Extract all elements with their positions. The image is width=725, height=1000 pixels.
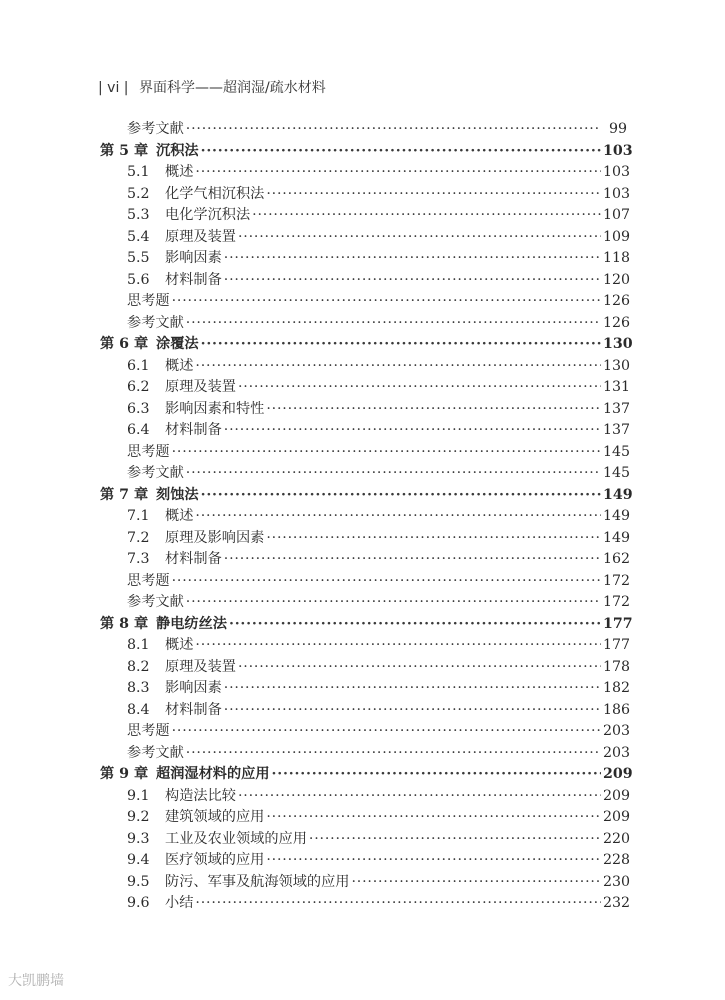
toc-section-entry[interactable] [0,657,631,679]
toc-entry-page-number: 228 [603,852,631,868]
toc-entry-number: 第 7 章 [100,486,149,503]
dot-leader [238,227,601,249]
toc-section-entry[interactable] [0,700,631,722]
toc-entry-title: 原理及装置 [165,228,236,245]
toc-entry-page-number: 131 [603,379,631,395]
dot-leader [186,119,601,141]
toc-entry-number: 5.6 [127,271,150,288]
toc-entry-title: 原理及装置 [165,379,236,395]
toc-entry-page-number: 172 [603,572,631,589]
toc-entry-title: 构造法比较 [165,787,236,804]
toc-entry-title: 思考题 [127,443,170,460]
toc-entry-title: 概述 [165,357,194,374]
toc-chapter-entry[interactable] [0,614,633,636]
toc-entry-title: 参考文献 [127,465,184,481]
toc-section-entry[interactable] [0,205,631,227]
dot-leader [309,829,601,851]
toc-entry-title: 化学气相沉积法 [165,185,265,202]
dot-leader [186,463,601,485]
toc-entry-title: 工业及农业领域的应用 [165,830,307,847]
toc-entry[interactable] [0,442,631,464]
dot-leader [266,850,601,872]
toc-entry-title: 材料制备 [165,701,222,718]
toc-section-entry[interactable] [0,850,631,872]
dot-leader [172,291,601,313]
dot-leader [266,184,601,206]
toc-entry-title: 静电纺丝法 [156,615,227,632]
toc-entry[interactable] [0,721,631,743]
toc-entry-number: 7.2 [127,529,150,546]
toc-entry-number: 7.1 [127,508,150,524]
toc-entry-page-number: 220 [603,830,631,847]
toc-entry[interactable] [0,592,631,614]
toc-entry-page-number: 209 [603,787,631,804]
toc-entry-page-number: 109 [603,228,631,245]
toc-section-entry[interactable] [0,356,631,378]
toc-entry-title: 医疗领域的应用 [165,852,265,868]
toc-entry-title: 影响因素和特性 [165,400,265,417]
toc-entry-title: 防污、军事及航海领域的应用 [165,873,350,890]
toc-entry-page-number: 203 [603,744,631,761]
toc-entry-title: 沉积法 [156,142,199,159]
toc-entry-number: 6.2 [127,379,150,395]
toc-entry-number: 5.5 [127,250,150,266]
toc-chapter-entry[interactable] [0,764,633,786]
toc-entry[interactable] [0,571,631,593]
toc-entry-page-number: 162 [603,551,631,567]
dot-leader [186,313,601,335]
toc-section-entry[interactable] [0,872,631,894]
toc-entry-number: 5.2 [127,185,150,202]
dot-leader [272,764,601,786]
toc-entry-page-number: 130 [603,336,633,352]
header-page-number-text: vi [107,80,120,96]
toc-entry-title: 概述 [165,637,194,653]
toc-entry-page-number: 118 [603,250,631,266]
dot-leader [186,592,601,614]
watermark: 大凯鹏墙 [8,973,64,989]
toc-entry-page-number: 126 [603,314,631,331]
toc-entry-page-number: 209 [603,809,631,825]
dot-leader [195,162,601,184]
toc-entry-page-number: 177 [603,615,633,632]
toc-entry-title: 参考文献 [127,314,184,331]
toc-entry-title: 概述 [165,508,194,524]
dot-leader [266,807,601,829]
toc-entry-page-number: 137 [603,422,631,438]
toc-entry-title: 原理及影响因素 [165,529,265,546]
toc-entry-number: 8.3 [127,680,150,696]
header-page-number: | vi | [98,80,129,96]
toc-entry-page-number: 145 [603,443,631,460]
toc-entry-page-number: 232 [603,895,631,911]
toc-section-entry[interactable] [0,227,631,249]
toc-section-entry[interactable] [0,893,631,915]
toc-entry-title: 材料制备 [165,271,222,288]
toc-chapter-entry[interactable] [0,141,633,163]
toc-section-entry[interactable] [0,506,631,528]
toc-entry-number: 9.2 [127,809,150,825]
toc-section-entry[interactable] [0,270,631,292]
toc-entry-number: 第 6 章 [100,336,149,352]
toc-entry-number: 5.3 [127,207,150,223]
toc-entry-page-number: 203 [603,723,631,739]
toc-chapter-entry[interactable] [0,485,633,507]
toc-entry-page-number: 149 [603,486,633,503]
toc-entry-number: 9.6 [127,895,150,911]
toc-entry-page-number: 186 [603,701,631,718]
dot-leader [229,614,601,636]
toc-entry-page-number: 149 [603,529,631,546]
toc-entry-page-number: 103 [603,142,633,159]
toc-entry-number: 7.3 [127,551,150,567]
dot-leader [172,571,601,593]
toc-entry-page-number: 103 [603,164,631,180]
toc-entry-title: 思考题 [127,723,170,739]
toc-entry-number: 8.1 [127,637,150,653]
toc-entry-number: 8.2 [127,658,150,675]
toc-entry-page-number: 130 [603,357,631,374]
toc-section-entry[interactable] [0,807,631,829]
toc-entry-number: 第 9 章 [100,766,149,782]
toc-section-entry[interactable] [0,829,631,851]
dot-leader [172,442,601,464]
dot-leader [224,270,601,292]
dot-leader [201,334,601,356]
toc-chapter-entry[interactable] [0,334,633,356]
toc-entry-title: 影响因素 [165,250,222,266]
toc-entry-page-number: 107 [603,207,631,223]
toc-section-entry[interactable] [0,528,631,550]
toc-entry-page-number: 209 [603,766,633,782]
toc-entry-page-number: 99 [608,121,627,137]
dot-leader [195,506,601,528]
toc-entry-page-number: 103 [603,185,631,202]
toc-section-entry[interactable] [0,420,631,442]
toc-entry-number: 6.3 [127,400,150,417]
dot-leader [195,635,601,657]
dot-leader [238,657,601,679]
toc-section-entry[interactable] [0,377,631,399]
header-book-title: 界面科学——超润湿/疏水材料 [138,80,326,96]
toc-section-entry[interactable] [0,248,631,270]
toc-entry-number: 9.3 [127,830,150,847]
toc-entry-title: 小结 [165,895,194,911]
toc-entry[interactable] [0,313,631,335]
toc-entry-number: 9.4 [127,852,150,868]
toc-entry-title: 超润湿材料的应用 [156,766,270,782]
toc-entry-page-number: 145 [603,465,631,481]
dot-leader [224,248,601,270]
toc-entry-page-number: 149 [603,508,631,524]
toc-entry-title: 涂覆法 [156,336,199,352]
toc-entry-title: 参考文献 [127,594,184,610]
dot-leader [224,420,601,442]
toc-entry-title: 电化学沉积法 [165,207,251,223]
toc-entry-title: 原理及装置 [165,658,236,675]
toc-entry[interactable] [0,291,631,313]
toc-entry-number: 5.1 [127,164,150,180]
toc-entry-title: 概述 [165,164,194,180]
dot-leader [195,893,601,915]
toc-entry-title: 思考题 [127,572,170,589]
toc-entry-title: 参考文献 [127,744,184,761]
toc-section-entry[interactable] [0,399,631,421]
toc-entry-number: 9.1 [127,787,150,804]
dot-leader [172,721,601,743]
toc-entry-number: 5.4 [127,228,150,245]
dot-leader [224,678,601,700]
dot-leader [252,205,601,227]
toc-entry-page-number: 120 [603,271,631,288]
toc-entry-number: 8.4 [127,701,150,718]
toc-entry[interactable] [0,119,627,141]
toc-entry-page-number: 177 [603,637,631,653]
dot-leader [224,549,601,571]
dot-leader [351,872,601,894]
dot-leader [238,786,601,808]
toc-entry-number: 9.5 [127,873,150,890]
toc-entry-number: 6.1 [127,357,150,374]
toc-entry-page-number: 172 [603,594,631,610]
toc-entry-number: 6.4 [127,422,150,438]
toc-entry-number: 第 8 章 [100,615,149,632]
toc-entry-title: 材料制备 [165,551,222,567]
toc-entry-title: 建筑领域的应用 [165,809,265,825]
toc-section-entry[interactable] [0,635,631,657]
dot-leader [201,141,601,163]
toc-entry-title: 参考文献 [127,121,184,137]
toc-entry[interactable] [0,463,631,485]
dot-leader [266,399,601,421]
toc-section-entry[interactable] [0,184,631,206]
toc-entry-number: 第 5 章 [100,142,149,159]
dot-leader [195,356,601,378]
dot-leader [186,743,601,765]
toc-entry-page-number: 182 [603,680,631,696]
toc-entry-title: 刻蚀法 [156,486,199,503]
toc-entry-page-number: 126 [603,293,631,309]
dot-leader [224,700,601,722]
toc-section-entry[interactable] [0,549,631,571]
toc-entry-title: 思考题 [127,293,170,309]
running-header [98,77,326,97]
toc-section-entry[interactable] [0,678,631,700]
toc-entry-title: 材料制备 [165,422,222,438]
toc-entry-title: 影响因素 [165,680,222,696]
toc-entry-page-number: 230 [603,873,631,890]
table-of-contents [0,119,725,915]
toc-entry-page-number: 178 [603,658,631,675]
toc-section-entry[interactable] [0,786,631,808]
dot-leader [266,528,601,550]
toc-entry[interactable] [0,743,631,765]
dot-leader [201,485,601,507]
toc-entry-page-number: 137 [603,400,631,417]
toc-section-entry[interactable] [0,162,631,184]
dot-leader [238,377,601,399]
